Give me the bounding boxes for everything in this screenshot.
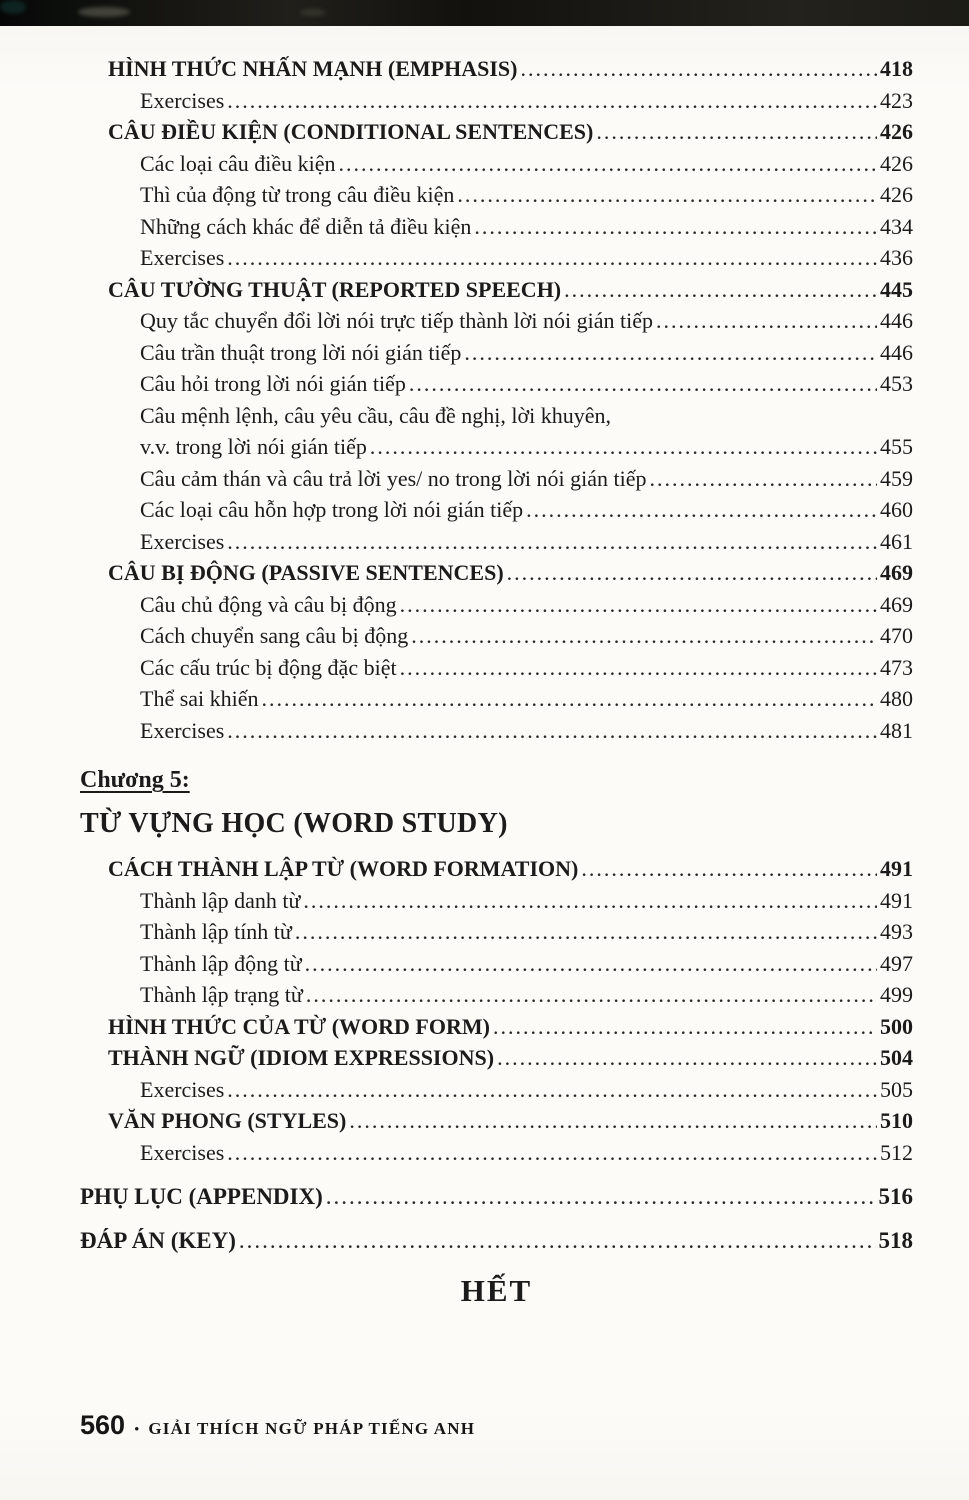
scan-artifact xyxy=(0,0,26,14)
toc-leader-dots xyxy=(349,1108,877,1134)
toc-leader-dots xyxy=(262,686,877,712)
toc-entry xyxy=(140,982,913,1008)
toc-leader-dots xyxy=(464,340,877,366)
toc-entry-label: Thể sai khiến xyxy=(140,686,259,712)
toc-entry-label: Exercises xyxy=(140,717,225,743)
chapter-number: Chương 5: xyxy=(80,767,190,794)
toc-entry xyxy=(140,403,913,429)
toc-entry-page: 426 xyxy=(880,119,913,145)
toc-entry xyxy=(140,888,913,914)
toc-leader-dots xyxy=(400,655,877,681)
toc-entry-page: 460 xyxy=(880,497,913,523)
toc-leader-dots xyxy=(526,497,877,523)
footer-bullet: • xyxy=(134,1422,140,1438)
toc-entry-label: Câu trần thuật trong lời nói gián tiếp xyxy=(140,339,462,365)
toc-entry xyxy=(140,340,913,366)
toc-leader-dots xyxy=(497,1045,877,1071)
toc-entry-label: Quy tắc chuyển đổi lời nói trực tiếp thành lời nói gián tiếp xyxy=(140,308,653,334)
toc-entry xyxy=(140,214,913,240)
toc-entry-page: 461 xyxy=(880,528,913,554)
toc-entry-label: CÂU ĐIỀU KIỆN (CONDITIONAL SENTENCES) xyxy=(108,119,594,145)
toc-entry-label: Câu chủ động và câu bị động xyxy=(140,591,397,617)
toc-entry-page: 426 xyxy=(880,182,913,208)
toc-entry xyxy=(140,371,913,397)
toc-entry-label: Các cấu trúc bị động đặc biệt xyxy=(140,654,397,680)
toc-entry-page: 505 xyxy=(880,1076,913,1102)
toc-leader-dots xyxy=(474,214,877,240)
chapter-heading-block xyxy=(80,767,913,840)
toc-entry-label: v.v. trong lời nói gián tiếp xyxy=(140,434,367,460)
toc-leader-dots xyxy=(305,951,877,977)
toc-entry-label: Exercises xyxy=(140,245,225,271)
toc-entry-label: Thành lập động từ xyxy=(140,950,302,976)
toc-entry-page: 423 xyxy=(880,87,913,113)
toc-leader-dots xyxy=(227,1077,877,1103)
toc-back-matter xyxy=(80,1184,913,1255)
toc-entry-label: HÌNH THỨC CỦA TỪ (WORD FORM) xyxy=(108,1013,490,1039)
toc-entry xyxy=(140,718,913,744)
toc-section-part1 xyxy=(80,56,913,743)
toc-leader-dots xyxy=(338,151,877,177)
toc-entry-label: CÂU BỊ ĐỘNG (PASSIVE SENTENCES) xyxy=(108,560,504,586)
toc-entry-page: 434 xyxy=(880,213,913,239)
toc-entry-page: 445 xyxy=(880,276,913,302)
toc-leader-dots xyxy=(411,623,877,649)
toc-entry-page: 493 xyxy=(880,919,913,945)
toc-entry xyxy=(140,466,913,492)
toc-entry-label: Exercises xyxy=(140,87,225,113)
toc-leader-dots xyxy=(227,88,877,114)
toc-entry xyxy=(108,56,913,82)
scan-artifact xyxy=(78,7,130,17)
toc-leader-dots xyxy=(409,371,877,397)
toc-entry-page: 480 xyxy=(880,686,913,712)
toc-entry-label: Thành lập trạng từ xyxy=(140,982,303,1008)
toc-leader-dots xyxy=(370,434,877,460)
toc-entry xyxy=(140,1077,913,1103)
toc-entry-page: 470 xyxy=(880,623,913,649)
toc-entry-label: Exercises xyxy=(140,1076,225,1102)
toc-leader-dots xyxy=(596,119,877,145)
toc-leader-dots xyxy=(581,856,877,882)
toc-entry-label: Cách chuyển sang câu bị động xyxy=(140,623,409,649)
toc-entry-page: 446 xyxy=(880,308,913,334)
toc-entry-page: 510 xyxy=(880,1108,913,1134)
toc-entry-label: Exercises xyxy=(140,1139,225,1165)
toc-entry xyxy=(108,1045,913,1071)
toc-entry xyxy=(140,182,913,208)
toc-entry xyxy=(80,1228,913,1255)
toc-entry xyxy=(140,88,913,114)
toc-entry xyxy=(140,655,913,681)
toc-entry-page: 455 xyxy=(880,434,913,460)
toc-entry xyxy=(140,919,913,945)
chapter-title: TỪ VỰNG HỌC (WORD STUDY) xyxy=(80,808,508,840)
toc-entry-label: Exercises xyxy=(140,528,225,554)
toc-leader-dots xyxy=(306,982,877,1008)
toc-entry-label: ĐÁP ÁN (KEY) xyxy=(80,1228,236,1254)
toc-leader-dots xyxy=(507,560,877,586)
toc-entry-label: Câu mệnh lệnh, câu yêu cầu, câu đề nghị, lời khuyên, xyxy=(140,402,612,428)
toc-entry xyxy=(140,951,913,977)
toc-leader-dots xyxy=(227,529,877,555)
toc-entry-page: 499 xyxy=(880,982,913,1008)
toc-entry xyxy=(140,151,913,177)
toc-entry-page: 512 xyxy=(880,1139,913,1165)
toc-leader-dots xyxy=(520,56,877,82)
toc-entry-page: 446 xyxy=(880,339,913,365)
toc-entry-label: Câu cảm thán và câu trả lời yes/ no trong lời nói gián tiếp xyxy=(140,465,647,491)
toc-entry xyxy=(108,560,913,586)
toc-entry-label: Những cách khác để diễn tả điều kiện xyxy=(140,213,472,239)
footer-book-title: GIẢI THÍCH NGỮ PHÁP TIẾNG ANH xyxy=(148,1419,476,1438)
toc-entry-label: CÂU TƯỜNG THUẬT (REPORTED SPEECH) xyxy=(108,276,562,302)
toc-leader-dots xyxy=(650,466,877,492)
toc-section-part2 xyxy=(80,856,913,1165)
footer-page-number: 560 xyxy=(80,1410,126,1440)
toc-entry xyxy=(140,434,913,460)
toc-entry-page: 500 xyxy=(880,1013,913,1039)
toc-entry-label: HÌNH THỨC NHẤN MẠNH (EMPHASIS) xyxy=(108,56,518,81)
toc-entry xyxy=(108,119,913,145)
toc-leader-dots xyxy=(239,1228,876,1255)
toc-entry-page: 504 xyxy=(880,1045,913,1071)
toc-entry-page: 418 xyxy=(880,56,913,81)
page-footer xyxy=(80,1410,475,1441)
toc-entry xyxy=(108,1014,913,1040)
toc-entry-page: 497 xyxy=(880,950,913,976)
toc-entry-page: 436 xyxy=(880,245,913,271)
toc-leader-dots xyxy=(295,919,877,945)
toc-entry xyxy=(140,623,913,649)
toc-entry xyxy=(140,1140,913,1166)
toc-entry-page: 453 xyxy=(880,371,913,397)
toc-entry-label: THÀNH NGỮ (IDIOM EXPRESSIONS) xyxy=(108,1045,495,1071)
toc-entry-page: 481 xyxy=(880,717,913,743)
toc-leader-dots xyxy=(326,1184,876,1211)
toc-leader-dots xyxy=(227,718,877,744)
toc-entry-page: 491 xyxy=(880,887,913,913)
toc-entry xyxy=(140,529,913,555)
toc-leader-dots xyxy=(227,1140,877,1166)
toc-leader-dots xyxy=(303,888,877,914)
end-marker: HẾT xyxy=(460,1272,533,1308)
toc-entry xyxy=(108,856,913,882)
toc-leader-dots xyxy=(564,277,877,303)
toc-entry xyxy=(140,497,913,523)
toc-leader-dots xyxy=(656,308,877,334)
toc-entry-page: 473 xyxy=(880,654,913,680)
scan-artifact xyxy=(300,9,326,16)
toc-entry-label: PHỤ LỤC (APPENDIX) xyxy=(80,1183,323,1209)
toc-entry-page: 426 xyxy=(880,150,913,176)
toc-entry-page: 469 xyxy=(880,591,913,617)
toc-entry xyxy=(108,1108,913,1134)
toc-leader-dots xyxy=(493,1014,877,1040)
toc-entry xyxy=(108,277,913,303)
toc-entry-label: VĂN PHONG (STYLES) xyxy=(108,1108,347,1134)
toc-leader-dots xyxy=(400,592,877,618)
toc-entry-page: 516 xyxy=(878,1183,913,1209)
toc-entry-label: Thì của động từ trong câu điều kiện xyxy=(140,182,455,208)
toc-entry-label: Thành lập tính từ xyxy=(140,919,292,945)
table-of-contents xyxy=(80,50,913,1309)
toc-entry xyxy=(140,686,913,712)
toc-entry-page: 459 xyxy=(880,465,913,491)
toc-leader-dots xyxy=(457,182,877,208)
scan-dark-band xyxy=(0,0,969,26)
toc-entry xyxy=(140,592,913,618)
toc-entry xyxy=(140,245,913,271)
toc-entry-label: Các loại câu điều kiện xyxy=(140,150,336,176)
toc-entry-page: 518 xyxy=(878,1228,913,1254)
toc-entry-label: Các loại câu hỗn hợp trong lời nói gián tiếp xyxy=(140,497,524,523)
toc-entry-label: CÁCH THÀNH LẬP TỪ (WORD FORMATION) xyxy=(108,856,579,882)
toc-entry-page: 491 xyxy=(880,856,913,882)
toc-leader-dots xyxy=(227,245,877,271)
toc-entry-label: Câu hỏi trong lời nói gián tiếp xyxy=(140,371,406,397)
toc-entry-page: 469 xyxy=(880,560,913,586)
toc-entry xyxy=(140,308,913,334)
toc-entry-label: Thành lập danh từ xyxy=(140,887,301,913)
toc-entry xyxy=(80,1184,913,1211)
